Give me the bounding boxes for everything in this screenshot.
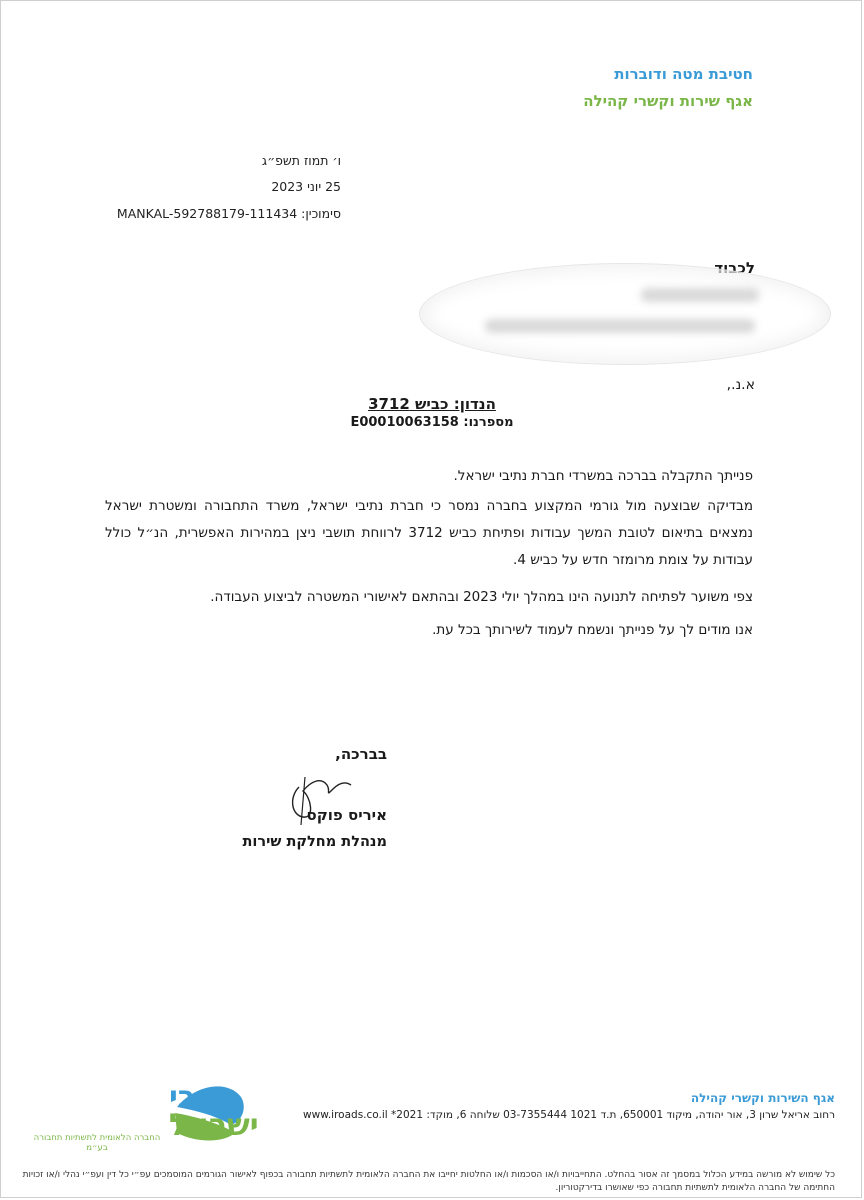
subject-line: הנדון: כביש 3712 <box>368 395 496 413</box>
signatory-name: איריס פוקס <box>306 806 387 824</box>
body-paragraph-1: פנייתך התקבלה בברכה במשרדי חברת נתיבי ישראל. <box>453 468 753 484</box>
logo-line-1: נתיבי <box>169 1080 240 1115</box>
reference-number: סימוכין: MANKAL-592788179-111434 <box>116 206 341 221</box>
division-title: חטיבת מטה ודוברות <box>614 65 753 83</box>
logo-tagline: החברה הלאומית לתשתיות תחבורה בע״מ <box>33 1133 161 1153</box>
recipient-label: לכבוד <box>714 259 755 277</box>
redacted-address <box>485 319 755 333</box>
hebrew-date: ו׳ תמוז תשפ״ג <box>261 153 341 168</box>
body-paragraph-3: צפי משוער לפתיחה לתנועה הינו במהלך יולי 2023 ובהתאם לאישורי המשטרה לביצוע העבודה. <box>210 589 753 605</box>
logo-line-2: ישראל <box>169 1108 259 1143</box>
department-title: אגף שירות וקשרי קהילה <box>583 92 753 110</box>
our-reference: מספרנו: E00010063158 <box>350 415 514 430</box>
body-paragraph-2: מבדיקה שבוצעה מול גורמי המקצוע בחברה נמסר כי חברת נתיבי ישראל, משרד התחבורה ומשטרת ישראל נמצאים בתיאום לטובת המשך עבודות ופתיחת כביש 3712 לרווחת תושבי ניצן במהירות האפשרית, הנ״ל כולל עבודות על צומת מרומזר חדש על כביש 4. <box>105 498 753 568</box>
signatory-title: מנהלת מחלקת שירות <box>242 834 387 850</box>
redacted-area <box>419 263 831 365</box>
footer-department: אגף השירות וקשרי קהילה <box>690 1091 835 1105</box>
redacted-name <box>641 288 759 302</box>
footer-disclaimer: כל שימוש לא מורשה במידע הכלול במסמך זה אסור בהחלט. התחייבויות ו/או הסכמות ו/או החלטות יחייבו את החברה הלאומית לתשתיות תחבורה בכפוף לאישור הגורמים המוסמכים עפ״י כל דין ועפ״י נהלי ו/או זכויות החתימה של החברה הלאומית לתשתיות תחבורה כפי שאושרו בדירקטוריון. <box>22 1170 835 1193</box>
body-paragraph-4: אנו מודים לך על פנייתך ונשמח לעמוד לשירותך בכל עת. <box>432 622 753 638</box>
footer-address: רחוב אריאל שרון 3, אור יהודה, מיקוד 650001, ת.ד 1021 03-7355444 שלוחה 6, מוקד: 2021* www.iroads.co.il <box>303 1109 835 1121</box>
greeting: א.נ., <box>726 377 755 393</box>
closing-salutation: בברכה, <box>335 745 387 763</box>
gregorian-date: 25 יוני 2023 <box>271 179 341 194</box>
